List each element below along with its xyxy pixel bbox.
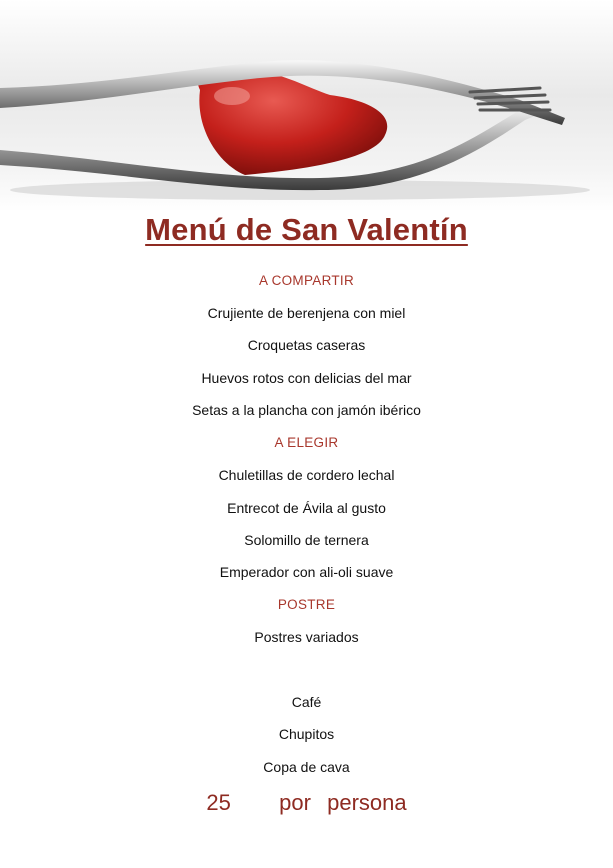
menu-item: Setas a la plancha con jamón ibérico — [192, 402, 421, 418]
price-per-person: 25 por persona — [206, 790, 407, 815]
extra-item: Café — [291, 694, 322, 710]
hero-image-forks-heart — [0, 0, 613, 212]
menu-item: Entrecot de Ávila al gusto — [227, 500, 386, 516]
menu-item: Emperador con ali-oli suave — [219, 564, 394, 580]
menu-title: Menú de San Valentín — [145, 212, 468, 247]
section-heading-elegir: A ELEGIR — [274, 435, 339, 450]
extra-item: Chupitos — [278, 726, 335, 742]
section-heading-postre: POSTRE — [277, 597, 336, 612]
menu-item: Croquetas caseras — [247, 337, 366, 353]
menu-item: Postres variados — [254, 629, 359, 645]
menu-item: Solomillo de ternera — [244, 532, 369, 548]
menu-item: Crujiente de berenjena con miel — [207, 305, 406, 321]
menu-item: Huevos rotos con delicias del mar — [201, 370, 412, 386]
extra-item: Copa de cava — [263, 759, 350, 775]
section-heading-compartir: A COMPARTIR — [258, 273, 355, 288]
menu-item: Chuletillas de cordero lechal — [218, 467, 395, 483]
